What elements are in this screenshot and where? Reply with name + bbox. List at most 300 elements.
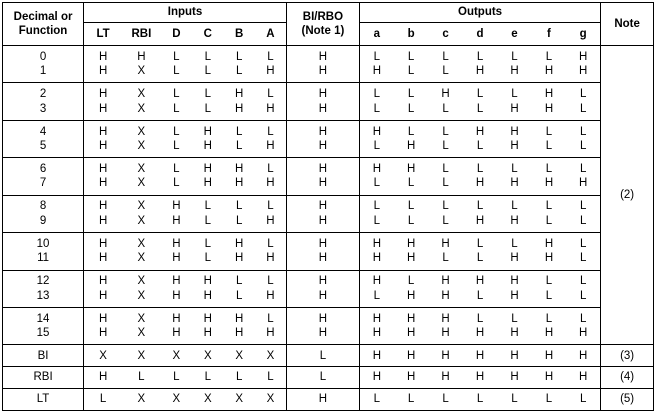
bi-rbo-cell-value: H	[318, 252, 328, 265]
output-cell-d-value: L	[476, 237, 484, 250]
input-cell-b-value: L	[235, 214, 243, 227]
function-cell-value: LT	[36, 393, 50, 406]
output-cell-a-value: L	[373, 214, 381, 227]
input-cell-c-value: H	[203, 289, 212, 302]
input-cell-d	[161, 195, 192, 232]
input-cell-rbi	[122, 367, 161, 389]
function-cell-value: BI	[37, 349, 49, 362]
output-cell-g	[566, 307, 600, 344]
output-cell-c-value: H	[441, 371, 450, 384]
output-cell-c-value: L	[442, 393, 449, 406]
input-cell-lt-value: L	[99, 393, 107, 406]
input-cell-a-value: L	[267, 50, 274, 63]
output-cell-f-value: H	[544, 371, 554, 384]
output-cell-e	[497, 83, 531, 120]
output-cell-e	[497, 158, 531, 195]
output-cell-b	[394, 83, 428, 120]
input-cell-b-value: L	[235, 140, 243, 153]
bi-rbo-cell-value: H	[318, 65, 328, 78]
input-cell-c-value: H	[203, 177, 212, 190]
input-cell-c-value: H	[203, 140, 212, 153]
output-cell-g-value: H	[579, 327, 588, 340]
input-cell-lt	[84, 83, 123, 120]
output-cell-f	[532, 367, 566, 389]
output-cell-c-value: L	[442, 65, 449, 78]
input-cell-a	[255, 270, 286, 307]
input-cell-a-value: L	[267, 275, 274, 288]
table-row	[3, 307, 654, 344]
bi-rbo-cell	[286, 367, 359, 389]
input-cell-a-value: H	[266, 177, 275, 190]
input-cell-a	[255, 195, 286, 232]
input-cell-rbi-value: X	[137, 327, 146, 340]
output-cell-d-value: L	[476, 50, 484, 63]
bi-rbo-cell-value: H	[318, 237, 328, 250]
output-cell-b	[394, 195, 428, 232]
input-cell-rbi	[122, 270, 161, 307]
output-cell-g-value: L	[579, 237, 587, 250]
output-cell-c-value: H	[441, 349, 450, 362]
output-cell-g	[566, 389, 600, 411]
bi-rbo-cell-value: H	[318, 102, 328, 115]
output-cell-b-value: L	[407, 50, 415, 63]
output-cell-c	[428, 270, 462, 307]
output-cell-c	[428, 233, 462, 270]
output-cell-c-value: H	[441, 275, 450, 288]
input-cell-rbi-value: X	[137, 200, 146, 213]
output-cell-g	[566, 367, 600, 389]
decimal-cell-value: 12	[36, 275, 50, 288]
input-cell-rbi-value: H	[137, 50, 146, 63]
input-cell-lt-value: H	[98, 140, 108, 153]
input-cell-a	[255, 345, 286, 367]
output-cell-d	[463, 389, 497, 411]
input-cell-rbi-value: X	[137, 252, 146, 265]
output-cell-a-value: L	[373, 88, 381, 101]
input-cell-c	[192, 233, 223, 270]
input-cell-b-value: L	[235, 289, 243, 302]
output-cell-e-value: L	[511, 200, 518, 213]
note-cell	[601, 389, 654, 411]
bi-rbo-cell-value: L	[319, 349, 327, 362]
input-cell-b-value: L	[235, 125, 243, 138]
output-cell-a-value: L	[373, 200, 381, 213]
input-cell-a	[255, 158, 286, 195]
input-cell-rbi-value: X	[137, 177, 146, 190]
output-cell-e-value: H	[510, 327, 519, 340]
decimal-cell	[3, 120, 84, 157]
note-cell-value: (3)	[620, 349, 635, 362]
input-cell-c-value: H	[203, 275, 212, 288]
output-cell-a-value: L	[373, 289, 381, 302]
input-cell-rbi-value: X	[137, 125, 146, 138]
input-cell-b-value: L	[235, 200, 243, 213]
output-cell-f-value: H	[544, 65, 554, 78]
output-cell-d-value: H	[475, 371, 485, 384]
output-cell-b-value: H	[406, 252, 416, 265]
table-row	[3, 233, 654, 270]
bi-rbo-cell	[286, 158, 359, 195]
output-cell-a-value: L	[373, 102, 381, 115]
output-cell-f	[532, 233, 566, 270]
header-outputs: Outputs	[359, 3, 600, 23]
input-cell-b-value: H	[235, 312, 244, 325]
decimal-cell	[3, 233, 84, 270]
input-cell-b-value: X	[235, 393, 244, 406]
output-cell-e-value: H	[510, 289, 519, 302]
input-cell-lt-value: H	[98, 371, 108, 384]
input-cell-lt-value: H	[98, 88, 108, 101]
output-cell-d-value: L	[476, 88, 484, 101]
output-cell-d-value: L	[476, 200, 484, 213]
output-cell-g	[566, 345, 600, 367]
output-cell-a-value: H	[372, 125, 382, 138]
input-cell-rbi-value: L	[138, 371, 145, 384]
input-cell-a-value: H	[266, 327, 275, 340]
output-cell-b-value: H	[406, 289, 416, 302]
decimal-cell-value: 14	[36, 312, 50, 325]
output-cell-g-value: L	[579, 275, 587, 288]
bi-rbo-cell-value: H	[318, 177, 328, 190]
output-cell-b-value: L	[407, 275, 415, 288]
output-cell-c	[428, 158, 462, 195]
function-cell	[3, 345, 84, 367]
input-cell-b-value: H	[235, 252, 244, 265]
input-cell-c	[192, 120, 223, 157]
input-cell-c-value: X	[203, 393, 212, 406]
output-cell-c-value: L	[442, 177, 449, 190]
output-cell-e	[497, 389, 531, 411]
output-cell-c-value: L	[442, 102, 449, 115]
output-cell-d	[463, 46, 497, 83]
input-cell-d-value: L	[173, 65, 180, 78]
output-cell-g-value: L	[579, 289, 587, 302]
bi-rbo-cell	[286, 270, 359, 307]
input-cell-lt	[84, 270, 123, 307]
bi-rbo-cell	[286, 120, 359, 157]
output-cell-b-value: H	[406, 327, 416, 340]
input-cell-a-value: H	[266, 289, 275, 302]
header-input-a: A	[255, 23, 286, 46]
input-cell-b-value: X	[235, 349, 244, 362]
input-cell-d	[161, 120, 192, 157]
bi-rbo-cell-value: L	[319, 371, 327, 384]
input-cell-rbi-value: X	[137, 237, 146, 250]
output-cell-e-value: H	[510, 102, 519, 115]
input-cell-lt-value: H	[98, 237, 108, 250]
output-cell-f	[532, 345, 566, 367]
output-cell-g-value: H	[579, 177, 588, 190]
note-cell	[601, 345, 654, 367]
header-input-d: D	[161, 23, 192, 46]
output-cell-f	[532, 46, 566, 83]
output-cell-c	[428, 389, 462, 411]
input-cell-c-value: L	[204, 50, 211, 63]
output-cell-a-value: H	[372, 327, 382, 340]
output-cell-d-value: H	[475, 214, 485, 227]
output-cell-d-value: L	[476, 252, 484, 265]
input-cell-b	[223, 270, 254, 307]
input-cell-lt-value: H	[98, 177, 108, 190]
output-cell-f-value: L	[545, 162, 553, 175]
output-cell-d	[463, 270, 497, 307]
bi-rbo-cell	[286, 345, 359, 367]
input-cell-rbi	[122, 233, 161, 270]
output-cell-b-value: L	[407, 102, 415, 115]
input-cell-rbi	[122, 158, 161, 195]
output-cell-b-value: H	[406, 371, 416, 384]
output-cell-a	[359, 307, 393, 344]
input-cell-b	[223, 345, 254, 367]
input-cell-rbi-value: X	[137, 140, 146, 153]
input-cell-d-value: H	[172, 214, 181, 227]
input-cell-c-value: H	[203, 327, 212, 340]
input-cell-rbi-value: X	[137, 102, 146, 115]
output-cell-g-value: H	[579, 349, 588, 362]
bi-rbo-cell-value: H	[318, 275, 328, 288]
output-cell-b-value: H	[406, 312, 416, 325]
header-function-label: Decimal or Function	[13, 10, 73, 37]
input-cell-lt	[84, 367, 123, 389]
input-cell-c	[192, 46, 223, 83]
input-cell-rbi	[122, 120, 161, 157]
header-inputs: Inputs	[84, 3, 287, 23]
input-cell-d	[161, 158, 192, 195]
input-cell-c-value: L	[204, 252, 211, 265]
output-cell-a	[359, 233, 393, 270]
output-cell-f-value: L	[545, 140, 553, 153]
output-cell-e-value: H	[510, 275, 519, 288]
output-cell-f-value: L	[545, 289, 553, 302]
output-cell-f-value: H	[544, 102, 554, 115]
output-cell-c-value: L	[442, 214, 449, 227]
output-cell-f	[532, 307, 566, 344]
output-cell-e-value: L	[511, 312, 518, 325]
input-cell-lt-value: X	[99, 349, 107, 362]
input-cell-d-value: H	[172, 237, 181, 250]
output-cell-b-value: L	[407, 214, 415, 227]
truth-table	[2, 2, 654, 411]
output-cell-e-value: H	[510, 177, 519, 190]
input-cell-lt-value: H	[98, 125, 108, 138]
input-cell-d-value: X	[172, 393, 181, 406]
output-cell-d	[463, 83, 497, 120]
output-cell-e-value: H	[510, 371, 519, 384]
output-cell-g-value: H	[579, 50, 588, 63]
input-cell-c-value: H	[203, 125, 212, 138]
decimal-cell	[3, 158, 84, 195]
output-cell-b-value: L	[407, 200, 415, 213]
input-cell-b	[223, 233, 254, 270]
output-cell-f	[532, 195, 566, 232]
input-cell-rbi	[122, 389, 161, 411]
input-cell-a-value: L	[267, 371, 274, 384]
header-output-a: a	[359, 23, 393, 46]
output-cell-e-value: H	[510, 125, 519, 138]
output-cell-a	[359, 389, 393, 411]
output-cell-f-value: H	[544, 177, 554, 190]
output-cell-c-value: L	[442, 162, 449, 175]
output-cell-g-value: L	[579, 140, 587, 153]
input-cell-lt	[84, 389, 123, 411]
output-cell-b	[394, 389, 428, 411]
output-cell-a-value: L	[373, 140, 381, 153]
input-cell-a-value: H	[266, 140, 275, 153]
input-cell-d	[161, 233, 192, 270]
input-cell-b-value: H	[235, 237, 244, 250]
input-cell-rbi-value: X	[137, 289, 146, 302]
output-cell-f	[532, 158, 566, 195]
bi-rbo-cell-value: H	[318, 50, 328, 63]
bi-rbo-cell-value: H	[318, 140, 328, 153]
input-cell-c-value: L	[204, 65, 211, 78]
header-input-lt: LT	[84, 23, 123, 46]
input-cell-a-value: L	[267, 125, 274, 138]
input-cell-d-value: L	[173, 177, 180, 190]
output-cell-e	[497, 345, 531, 367]
bi-rbo-cell-value: H	[318, 88, 328, 101]
table-row	[3, 46, 654, 83]
output-cell-f-value: L	[545, 312, 553, 325]
input-cell-d-value: H	[172, 312, 181, 325]
note-cell-value: (5)	[620, 393, 635, 406]
output-cell-b	[394, 46, 428, 83]
output-cell-e	[497, 233, 531, 270]
output-cell-a	[359, 158, 393, 195]
input-cell-b-value: H	[235, 177, 244, 190]
input-cell-d	[161, 389, 192, 411]
decimal-cell-value: 5	[39, 140, 47, 153]
decimal-cell-value: 7	[39, 177, 47, 190]
output-cell-d	[463, 367, 497, 389]
input-cell-lt-value: H	[98, 252, 108, 265]
header-input-c: C	[192, 23, 223, 46]
input-cell-c	[192, 158, 223, 195]
input-cell-a-value: L	[267, 88, 274, 101]
output-cell-f-value: L	[545, 275, 553, 288]
decimal-cell-value: 10	[36, 237, 50, 250]
output-cell-b	[394, 367, 428, 389]
input-cell-c	[192, 345, 223, 367]
input-cell-rbi-value: X	[137, 214, 146, 227]
output-cell-a-value: H	[372, 371, 382, 384]
input-cell-a-value: X	[266, 349, 275, 362]
output-cell-d-value: L	[476, 393, 484, 406]
output-cell-d-value: H	[475, 125, 485, 138]
table-row	[3, 195, 654, 232]
output-cell-b	[394, 307, 428, 344]
output-cell-e-value: H	[510, 214, 519, 227]
output-cell-a-value: H	[372, 252, 382, 265]
input-cell-b-value: H	[235, 162, 244, 175]
input-cell-b-value: H	[235, 88, 244, 101]
decimal-cell-value: 1	[39, 65, 47, 78]
input-cell-a	[255, 307, 286, 344]
output-cell-g-value: H	[579, 371, 588, 384]
output-cell-f-value: L	[545, 50, 553, 63]
input-cell-rbi-value: X	[137, 65, 146, 78]
input-cell-d-value: H	[172, 275, 181, 288]
decimal-cell	[3, 195, 84, 232]
header-function	[3, 3, 84, 46]
output-cell-d	[463, 307, 497, 344]
header-bi-rbo-line2: (Note 1)	[301, 25, 345, 37]
table-row	[3, 345, 654, 367]
output-cell-b-value: H	[406, 140, 416, 153]
output-cell-b	[394, 120, 428, 157]
output-cell-f-value: H	[544, 327, 554, 340]
output-cell-a-value: H	[372, 312, 382, 325]
output-cell-f-value: L	[545, 200, 553, 213]
input-cell-lt-value: H	[98, 214, 108, 227]
input-cell-d-value: L	[173, 88, 180, 101]
output-cell-g	[566, 270, 600, 307]
output-cell-c-value: L	[442, 50, 449, 63]
output-cell-d-value: H	[475, 349, 485, 362]
decimal-cell-value: 3	[39, 102, 47, 115]
output-cell-b	[394, 270, 428, 307]
output-cell-e	[497, 120, 531, 157]
input-cell-b-value: L	[235, 371, 243, 384]
output-cell-f	[532, 120, 566, 157]
input-cell-b-value: H	[235, 102, 244, 115]
note-cell-value: (4)	[620, 371, 635, 384]
output-cell-c	[428, 345, 462, 367]
output-cell-e-value: H	[510, 65, 519, 78]
bi-rbo-cell	[286, 46, 359, 83]
input-cell-a-value: H	[266, 65, 275, 78]
input-cell-b-value: H	[235, 327, 244, 340]
output-cell-d-value: L	[476, 289, 484, 302]
input-cell-lt	[84, 345, 123, 367]
input-cell-lt-value: H	[98, 102, 108, 115]
output-cell-f-value: L	[545, 393, 553, 406]
input-cell-b	[223, 389, 254, 411]
output-cell-b	[394, 233, 428, 270]
output-cell-b	[394, 345, 428, 367]
header-input-b: B	[223, 23, 254, 46]
input-cell-a	[255, 46, 286, 83]
output-cell-f-value: H	[544, 252, 554, 265]
output-cell-d	[463, 120, 497, 157]
output-cell-c-value: H	[441, 327, 450, 340]
output-cell-g	[566, 195, 600, 232]
bi-rbo-cell-value: H	[318, 312, 328, 325]
decimal-cell	[3, 83, 84, 120]
input-cell-a	[255, 367, 286, 389]
input-cell-d-value: H	[172, 289, 181, 302]
decimal-cell-value: 0	[39, 50, 47, 63]
output-cell-e-value: H	[510, 252, 519, 265]
bi-rbo-cell-value: H	[318, 327, 328, 340]
header-output-e: e	[497, 23, 531, 46]
input-cell-d	[161, 83, 192, 120]
output-cell-b	[394, 158, 428, 195]
output-cell-c	[428, 307, 462, 344]
input-cell-c-value: L	[204, 237, 211, 250]
input-cell-lt-value: H	[98, 327, 108, 340]
output-cell-a	[359, 195, 393, 232]
input-cell-b	[223, 46, 254, 83]
table-row	[3, 158, 654, 195]
output-cell-a-value: H	[372, 237, 382, 250]
input-cell-d-value: H	[172, 327, 181, 340]
output-cell-e	[497, 195, 531, 232]
output-cell-e-value: H	[510, 140, 519, 153]
input-cell-rbi	[122, 195, 161, 232]
bi-rbo-cell-value: H	[318, 125, 328, 138]
input-cell-d	[161, 307, 192, 344]
